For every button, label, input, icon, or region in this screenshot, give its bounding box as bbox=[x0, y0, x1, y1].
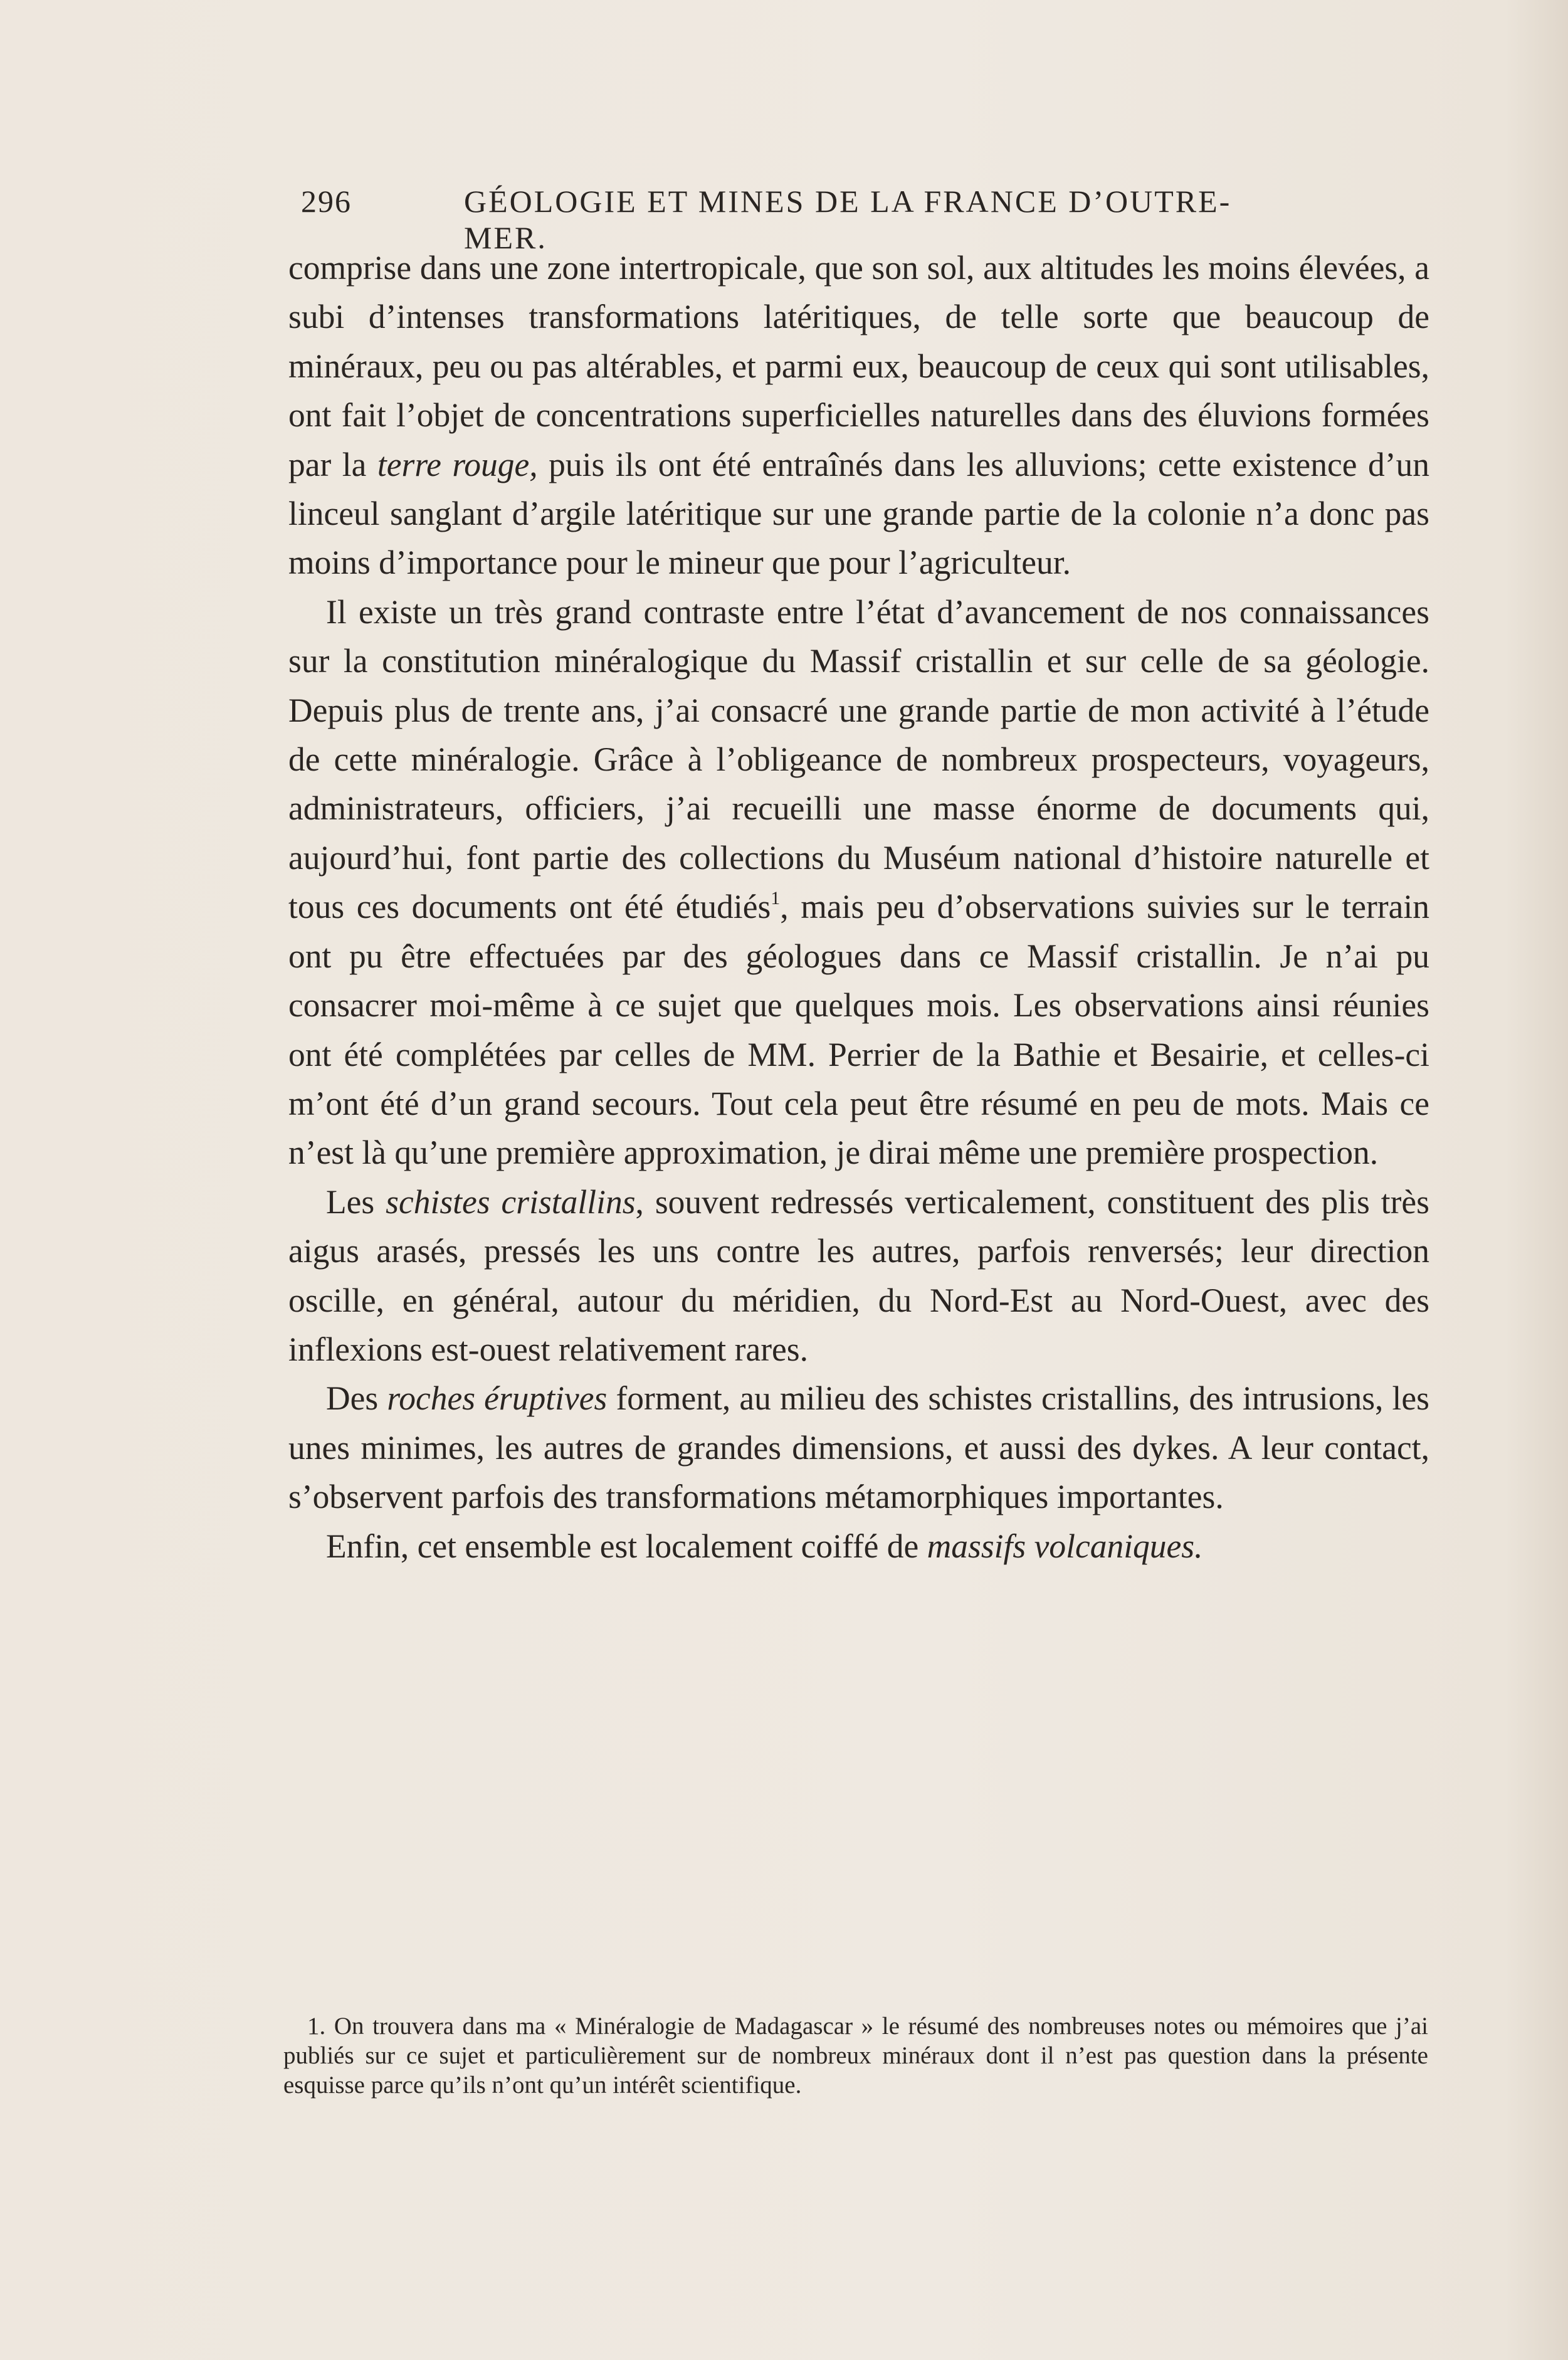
paragraph-4-italic: roches éruptives bbox=[387, 1379, 608, 1418]
paragraph-3-text: Les bbox=[326, 1183, 386, 1221]
paragraph-1-text-2: puis ils ont été entraînés dans les alluvions; cette existence d’un linceul sanglant d’argile latéritique sur une grande partie de la colonie n’a donc pas moins d’importance pour le mineur que pour l’agriculteur. bbox=[288, 445, 1430, 582]
paragraph-4 bbox=[288, 1374, 1429, 1521]
paragraph-1-italic: terre rouge, bbox=[377, 445, 538, 483]
footnote-reference[interactable]: 1 bbox=[771, 888, 781, 909]
paragraph-2-text-2: , mais peu d’observations suivies sur le terrain ont pu être effectuées par des géologues dans ce Massif cristallin. Je n’ai pu consacrer moi-même à ce sujet que quelques mois. Les observations ainsi réunies ont été complétées par celles de MM. Perrier de la Bathie et Besairie, et celles-ci m’ont été d’un grand secours. Tout cela peut être résumé en peu de mots. Mais ce n’est là qu’une première approximation, je dirai même une première prospection. bbox=[288, 888, 1430, 1172]
running-header bbox=[301, 183, 1304, 255]
running-title: GÉOLOGIE ET MINES DE LA FRANCE D’OUTRE-MER. bbox=[464, 184, 1232, 255]
paragraph-3 bbox=[288, 1177, 1429, 1374]
paragraph-4-text-2: forment, au milieu des schistes cristallins, des intrusions, les unes minimes, les autres de grandes dimensions, et aussi des dykes. A leur contact, s’observent parfois des transformations métamorphiques importantes. bbox=[288, 1379, 1429, 1516]
paragraph-3-italic: schistes cristallins bbox=[386, 1183, 636, 1221]
paragraph-4-text: Des bbox=[326, 1379, 387, 1418]
footnote-1: 1. On trouvera dans ma « Minéralogie de Madagascar » le résumé des nombreuses notes ou mémoires que j’ai publiés sur ce sujet et particulièrement sur de nombreux minéraux dont il n’est pas question dans la présente esquisse parce qu’ils n’ont qu’un intérêt scientifique. bbox=[283, 2013, 1428, 2099]
paragraph-1 bbox=[288, 243, 1429, 587]
footnotes bbox=[283, 2011, 1428, 2100]
paragraph-5-text: Enfin, cet ensemble est localement coiffé de bbox=[326, 1527, 927, 1565]
paragraph-3-text-2: , souvent redressés verticalement, constituent des plis très aigus arasés, pressés les uns contre les autres, parfois renversés; leur direction oscille, en général, autour du méridien, du Nord-Est au Nord-Ouest, avec des inflexions est-ouest relativement rares. bbox=[288, 1183, 1429, 1368]
paragraph-2 bbox=[288, 587, 1429, 1177]
body-text bbox=[288, 243, 1429, 1571]
paragraph-5 bbox=[288, 1522, 1429, 1571]
paragraph-1-text: comprise dans une zone intertropicale, que son sol, aux altitudes les moins élevées, a subi d’intenses transformations latéritiques, de telle sorte que beaucoup de minéraux, peu ou pas altérables, et parmi eux, beaucoup de ceux qui sont utilisables, ont fait l’objet de concentrations superficielles naturelles dans des éluvions formées par la bbox=[288, 249, 1429, 483]
page-number: 296 bbox=[301, 184, 352, 219]
paragraph-2-text: Il existe un très grand contraste entre l’état d’avancement de nos connaissances sur la constitution minéralogique du Massif cristallin et sur celle de sa géologie. Depuis plus de trente ans, j’ai consacré une grande partie de mon activité à l’étude de cette minéralogie. Grâce à l’obligeance de nombreux prospecteurs, voyageurs, administrateurs, officiers, j’ai recueilli une masse énorme de documents qui, aujourd’hui, font partie des collections du Muséum national d’histoire naturelle et tous ces documents ont été étudiés bbox=[288, 593, 1429, 926]
paragraph-5-italic: massifs volcaniques. bbox=[927, 1527, 1203, 1565]
